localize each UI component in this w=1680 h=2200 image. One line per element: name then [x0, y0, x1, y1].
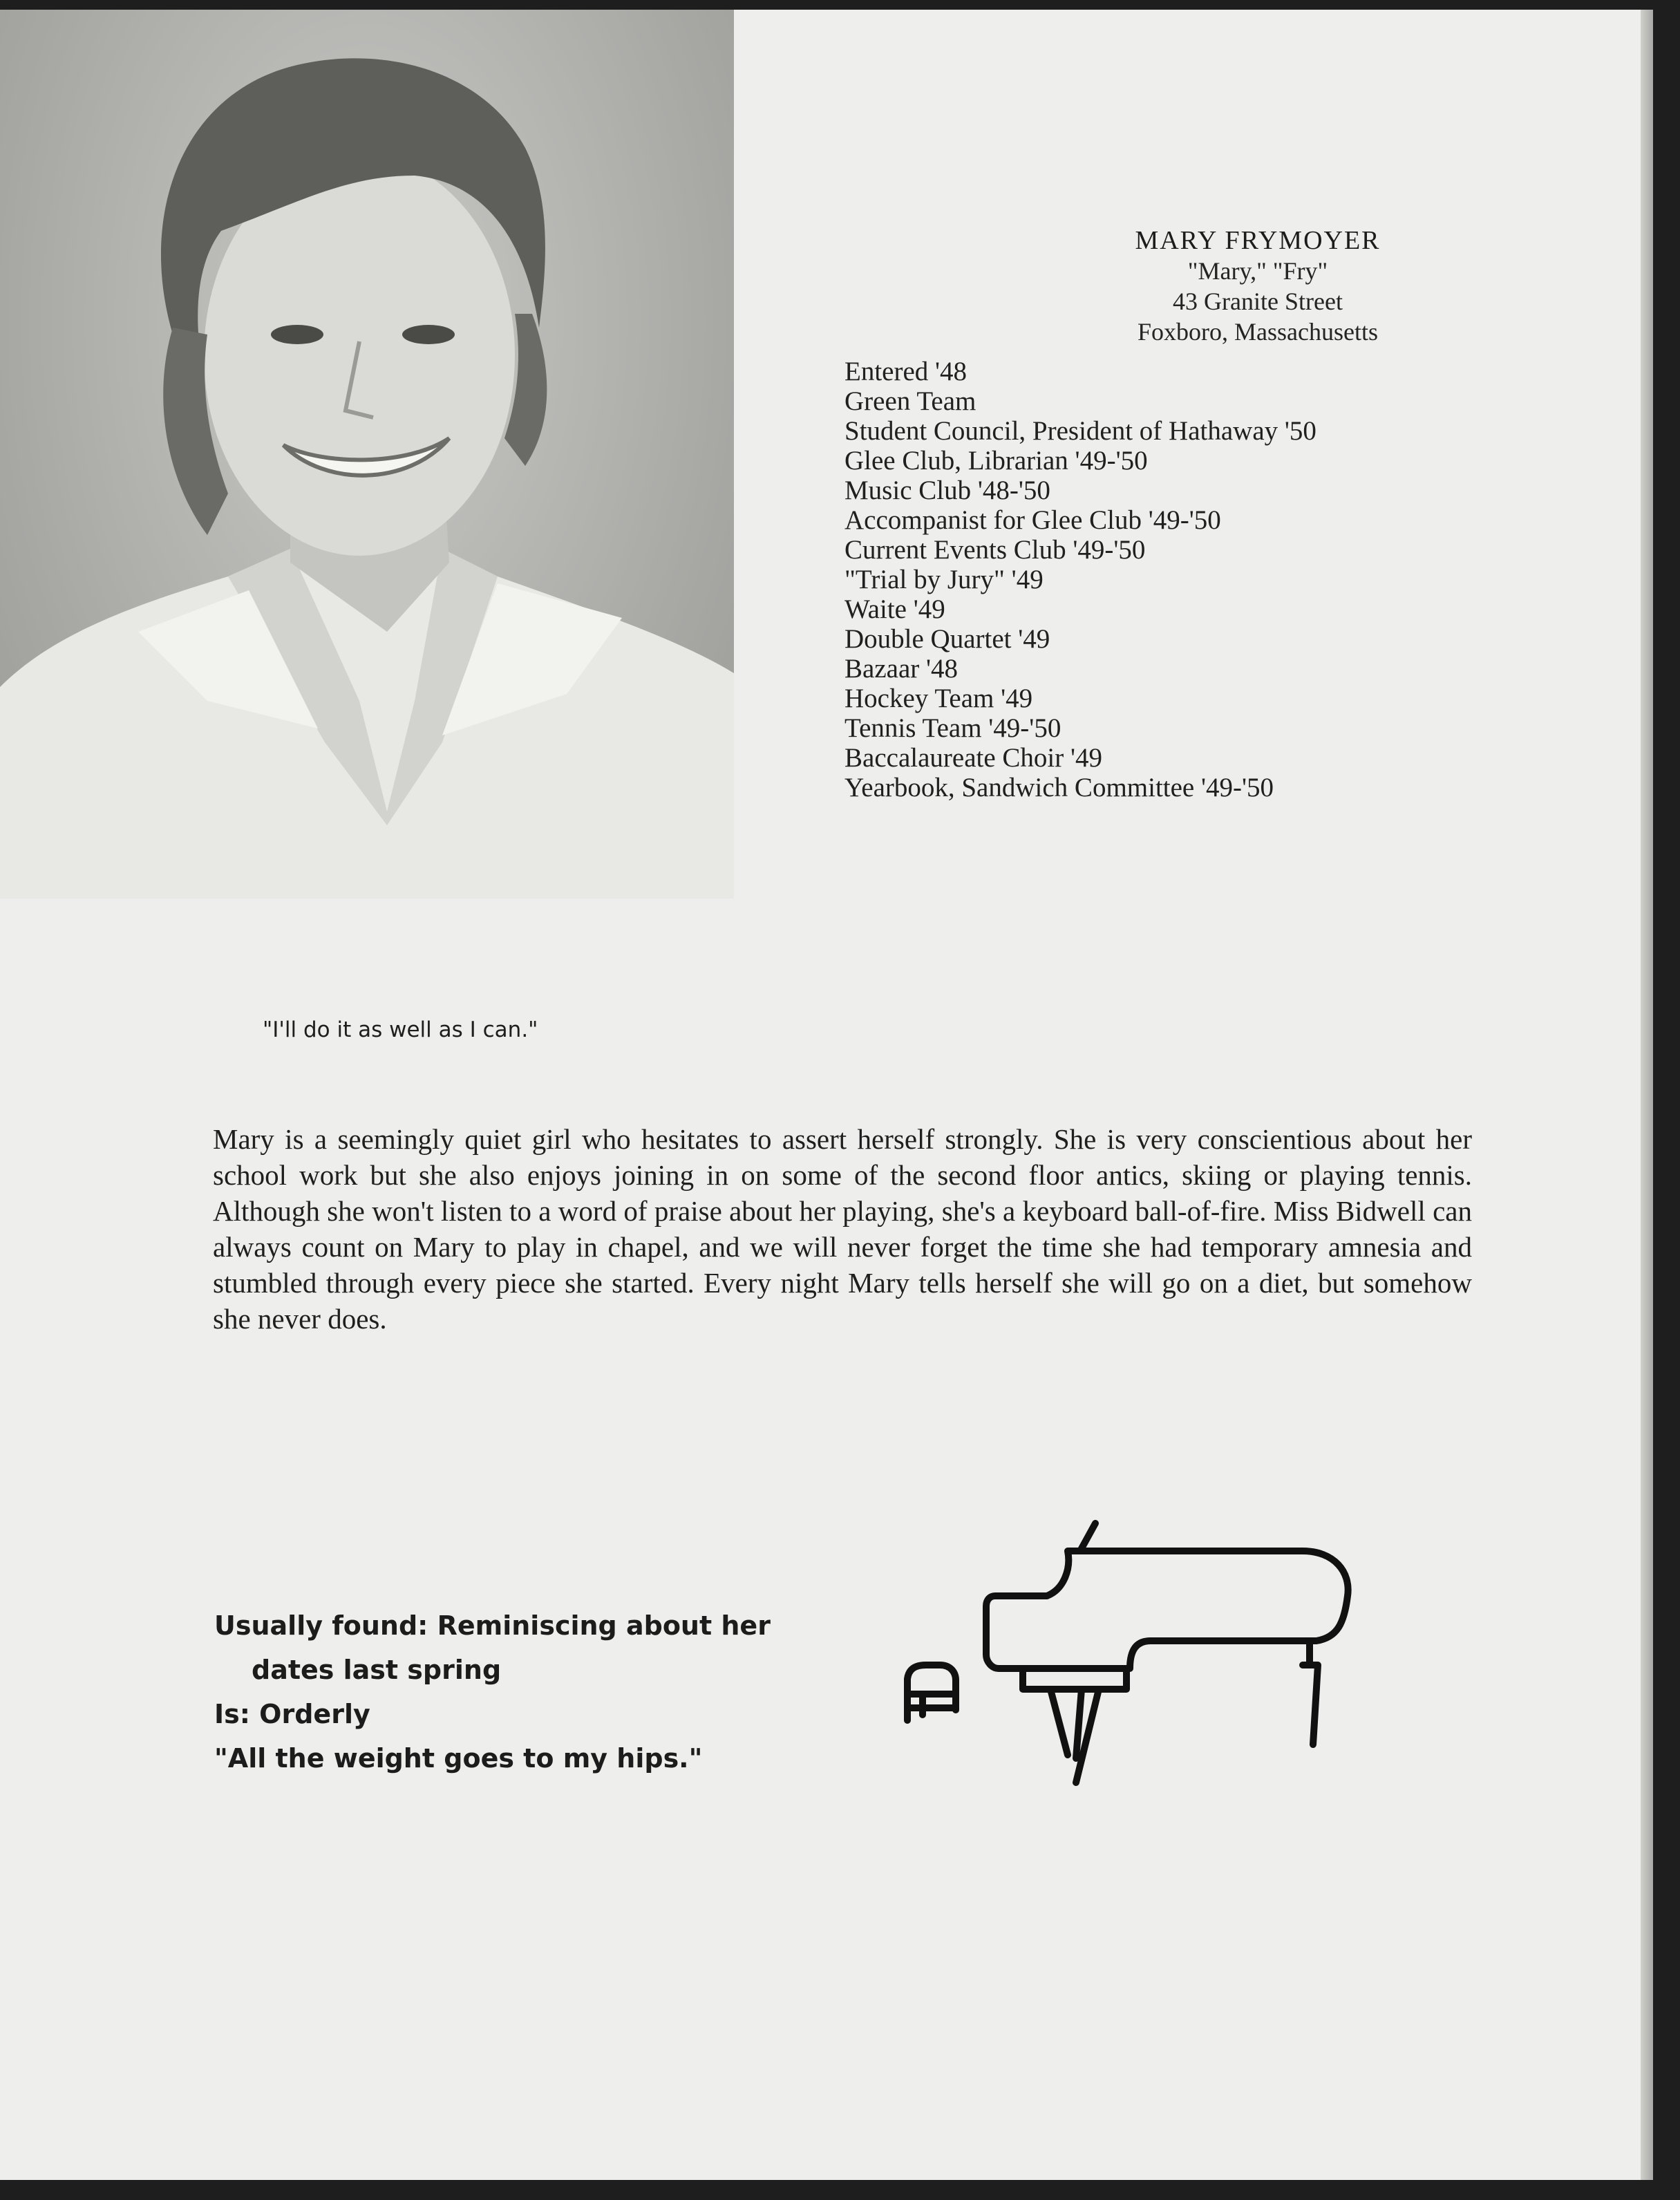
yearbook-page [0, 10, 1653, 2180]
biography-paragraph: Mary is a seemingly quiet girl who hesitates to assert herself strongly. She is very conscientious about her school work but she also enjoys joining in on some of the second floor antics, skiing or playing tennis. Although she won't listen to a word of praise about her playing, she's a keyboard ball-of-fire. Miss Bidwell can always count on Mary to play in chapel, and we will never forget the time she had temporary amnesia and stumbled through every piece she started. Every night Mary tells herself she will go on a diet, but somehow she never does. [213, 1123, 1472, 1335]
activity-item: Current Events Club '49-'50 [844, 535, 1146, 565]
student-street: 43 Granite Street [1173, 288, 1343, 315]
activity-item: Double Quartet '49 [844, 624, 1050, 654]
activity-item: Entered '48 [844, 357, 968, 386]
activity-item: Music Club '48-'50 [844, 476, 1050, 505]
activity-item: Student Council, President of Hathaway '50 [844, 416, 1316, 446]
activity-item: Yearbook, Sandwich Committee '49-'50 [844, 773, 1274, 802]
activity-item: Accompanist for Glee Club '49-'50 [844, 505, 1221, 535]
activity-item: Bazaar '48 [844, 654, 959, 684]
activity-item: Tennis Team '49-'50 [844, 713, 1061, 743]
usually-found-line2: dates last spring [252, 1655, 502, 1685]
usually-found-line1: Usually found: Reminiscing about her [214, 1610, 771, 1641]
student-city: Foxboro, Massachusetts [1138, 318, 1378, 346]
grand-piano-icon [895, 1520, 1365, 1810]
footnotes [214, 1604, 771, 1780]
activity-item: Baccalaureate Choir '49 [844, 743, 1103, 773]
activities-list [844, 357, 1316, 802]
portrait-icon [0, 10, 734, 899]
activity-item: Hockey Team '49 [844, 684, 1033, 713]
activity-item: Glee Club, Librarian '49-'50 [844, 446, 1148, 476]
activity-item: Green Team [844, 386, 976, 416]
page-edge [1641, 10, 1653, 2180]
activity-item: "Trial by Jury" '49 [844, 565, 1044, 594]
student-name: MARY FRYMOYER [1135, 226, 1381, 255]
favorite-quote: "All the weight goes to my hips." [214, 1743, 703, 1774]
motto-quote: "I'll do it as well as I can." [263, 1017, 538, 1042]
portrait-photo [0, 10, 734, 899]
activity-item: Waite '49 [844, 594, 945, 624]
student-nicknames: "Mary," "Fry" [1187, 257, 1328, 285]
is-line: Is: Orderly [214, 1699, 370, 1729]
student-header [885, 225, 1631, 347]
